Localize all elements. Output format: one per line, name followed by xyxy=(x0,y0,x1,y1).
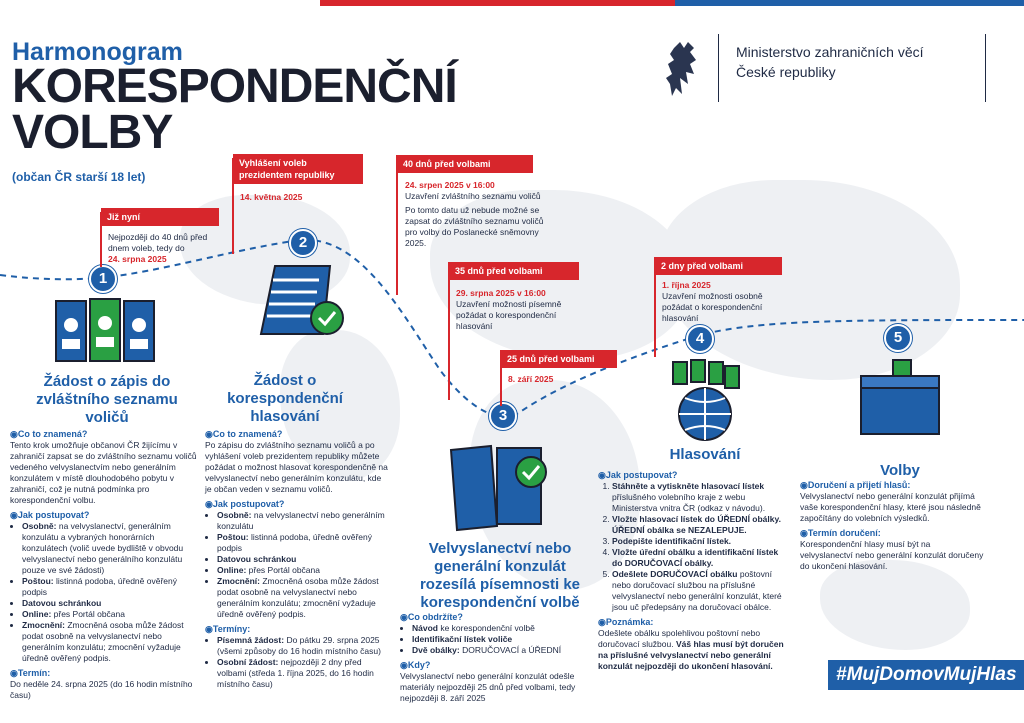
subtitle: (občan ČR starší 18 let) xyxy=(12,170,146,184)
event-date: 14. května 2025 xyxy=(240,192,303,202)
section-2-body xyxy=(205,425,390,690)
ballot-box-icon xyxy=(855,358,945,438)
flag-stripes xyxy=(0,0,1024,6)
step-4-marker: 4 xyxy=(686,325,714,353)
question-label: ◉ Co to znamená? xyxy=(10,429,200,440)
event-date: 24. srpen 2025 v 16:00 xyxy=(405,180,495,190)
event-text xyxy=(508,374,608,385)
list-item: 3. Podepište identifikační lístek. xyxy=(612,536,788,547)
question-label: ◉ Termín doručení: xyxy=(800,528,985,539)
note-text: Odešlete obálku spolehlivou poštovní nebo doručovací službou. Váš hlas musí být doručen na příslušné velvyslanectví nebo generální konzulát nejpozději do ukončení hlasování. xyxy=(598,628,784,671)
question-label: ◉ Jak postupovat? xyxy=(10,510,200,521)
event-line xyxy=(396,155,398,295)
section-3-body xyxy=(400,608,590,704)
answer-text: Tento krok umožňuje občanovi ČR žijícímu v zahraničí zapsat se do zvláštního seznamu voličů vedeného velvyslanectvím nebo generálním konzulátem v místě dlouhodobého pobytu v zahraničí, což je nutná podmínka pro korespondenční volbu. xyxy=(10,440,197,505)
globe-ballots-icon xyxy=(665,358,745,443)
divider xyxy=(985,34,986,102)
question-label: ◉ Kdy? xyxy=(400,660,590,671)
list-item: 5. Odešlete DORUČOVACÍ obálku poštovní nebo doručovací službou na příslušné velvyslanectví nebo generální konzulát, které jsou uč předepsány na doručovací obálce. xyxy=(612,569,788,613)
section-2-title: Žádost o korespondenční hlasování xyxy=(227,372,343,425)
ministry-line-1: Ministerstvo zahraničních věcí xyxy=(736,44,924,60)
voting-steps xyxy=(598,481,788,613)
list-item: • Zmocnění: Zmocněná osoba může žádost podat osobně na velvyslanectví nebo generálním konzulátu; zmocnění vyžaduje úředně ověřený podpis. xyxy=(22,620,200,664)
list-item: • Poštou: listinná podoba, úředně ověřený podpis xyxy=(22,576,200,598)
list-item: • Datovou schránkou xyxy=(217,554,390,565)
documents-check-icon xyxy=(445,440,555,535)
event-date: 29. srpna 2025 v 16:00 xyxy=(456,288,546,298)
question-label: ◉ Co obdržíte? xyxy=(400,612,590,623)
section-5-body xyxy=(800,476,985,572)
event-desc: Uzavření možnosti písemně požádat o korespondenční hlasování xyxy=(456,299,562,331)
list-item: 4. Vložte úřední obálku a identifikační lístek do DORUČOVACÍ obálky. xyxy=(612,547,788,569)
ministry-line-2: České republiky xyxy=(736,64,836,80)
event-desc: Uzavření možnosti osobně požádat o korespondenční hlasování xyxy=(662,291,763,323)
answer-text: Po zápisu do zvláštního seznamu voličů a po vyhlášení voleb prezidentem republiky můžete požádat o možnost hlasovat korespondenčně na velvyslanectví nebo generálním konzulátu, kde je občan veden v seznamu voličů. xyxy=(205,440,388,494)
answer-text: Velvyslanectví nebo generální konzulát odešle materiály nejpozději 25 dnů před volbami, tedy nejpozději 8. září 2025 xyxy=(400,671,576,703)
question-label: ◉ Doručení a přijetí hlasů: xyxy=(800,480,985,491)
title-small: Harmonogram xyxy=(12,38,183,66)
event-label: 35 dnů před volbami xyxy=(449,262,579,280)
question-label: ◉ Jak postupovat? xyxy=(205,499,390,510)
list-item: 2. Vložte hlasovací lístek do ÚŘEDNÍ obálky. ÚŘEDNÍ obálka se NEZALEPUJE. xyxy=(612,514,788,536)
list-item: • Osobně: na velvyslanectví nebo generálním konzulátu xyxy=(217,510,390,532)
event-text xyxy=(405,180,555,249)
event-line xyxy=(448,262,450,400)
event-date: 8. září 2025 xyxy=(508,374,554,384)
event-label: 2 dny před volbami xyxy=(655,257,782,275)
page-title xyxy=(12,60,457,159)
title-line-1: KORESPONDENČNÍ xyxy=(12,60,457,113)
question-label: ◉ Poznámka: xyxy=(598,617,788,628)
event-text xyxy=(662,280,782,324)
event-desc: Uzavření zvláštního seznamu voličů xyxy=(405,191,541,201)
step-3-marker: 3 xyxy=(489,402,517,430)
answer-text: Do neděle 24. srpna 2025 (do 16 hodin místního času) xyxy=(10,679,193,700)
list-item: • Datovou schránkou xyxy=(22,598,200,609)
document-check-icon xyxy=(255,260,355,345)
ministry-name xyxy=(736,42,924,82)
section-4-body xyxy=(598,466,788,672)
list-item: • Dvě obálky: DORUČOVACÍ a ÚŘEDNÍ xyxy=(412,645,590,656)
list-item: • Zmocnění: Zmocněná osoba může žádost podat osobně na velvyslanectví nebo generálním konzulátu; zmocnění vyžaduje úředně ověřený podpis. xyxy=(217,576,390,620)
list-item: • Online: přes Portál občana xyxy=(217,565,390,576)
answer-text: Korespondenční hlasy musí být na velvyslanectví nebo generální konzulát doručeny do ukončení hlasování. xyxy=(800,539,984,571)
question-label: ◉ Co to znamená? xyxy=(205,429,390,440)
list-item: • Osobní žádost: nejpozději 2 dny před volbami (středa 1. října 2025, do 16 hodin místního času) xyxy=(217,657,390,690)
id-cards-icon xyxy=(50,295,160,365)
step-1-marker: 1 xyxy=(89,265,117,293)
question-label: ◉ Jak postupovat? xyxy=(598,470,788,481)
section-4-title: Hlasování xyxy=(669,446,741,463)
step-2-marker: 2 xyxy=(289,229,317,257)
section-1-body xyxy=(10,425,200,701)
event-desc-2: Po tomto datu už nebude možné se zapsat do zvláštního seznamu voličů pro volby do Poslanecké sněmovny 2025. xyxy=(405,205,544,248)
section-1-title: Žádost o zápis do zvláštního seznamu voličů xyxy=(36,373,178,426)
list-item: • Online: přes Portál občana xyxy=(22,609,200,620)
event-text xyxy=(108,232,223,265)
list-item: • Návod ke korespondenční volbě xyxy=(412,623,590,634)
contents-list xyxy=(400,623,590,656)
list-item: • Písemná žádost: Do pátku 29. srpna 2025 (všemi způsoby do 16 hodin místního času) xyxy=(217,635,390,657)
event-label: 40 dnů před volbami xyxy=(397,155,533,173)
step-5-marker: 5 xyxy=(884,324,912,352)
section-3-title: Velvyslanectví nebo generální konzulát rozesílá písemnosti ke korespondenční volbě xyxy=(419,540,581,611)
question-label: ◉ Termín: xyxy=(10,668,200,679)
list-item: • Poštou: listinná podoba, úředně ověřený podpis xyxy=(217,532,390,554)
list-item: 1. Stáhněte a vytiskněte hlasovací lístek příslušného volebního kraje z webu Ministerstva vnitra ČR (odkaz v návodu). xyxy=(612,481,788,514)
lion-emblem-icon xyxy=(660,38,712,100)
list-item: • Identifikační lístek voliče xyxy=(412,634,590,645)
event-label: 25 dnů před volbami xyxy=(501,350,617,368)
event-text xyxy=(240,192,350,203)
section-5-title: Volby xyxy=(880,462,920,479)
terms-list xyxy=(205,635,390,690)
event-label: Vyhlášení voleb prezidentem republiky xyxy=(233,154,363,184)
title-line-2: VOLBY xyxy=(12,106,173,159)
answer-text: Velvyslanectví nebo generální konzulát přijímá vaše korespondenční hlasy, které jsou následně započítány do volebních výsledků. xyxy=(800,491,981,523)
event-date: 24. srpna 2025 xyxy=(108,254,167,264)
event-text xyxy=(456,288,566,332)
method-list xyxy=(205,510,390,620)
method-list xyxy=(10,521,200,664)
event-date: 1. října 2025 xyxy=(662,280,711,290)
event-desc: Nejpozději do 40 dnů před dnem voleb, tedy do xyxy=(108,232,208,253)
question-label: ◉ Termíny: xyxy=(205,624,390,635)
event-label: Již nyní xyxy=(101,208,219,226)
map-shape xyxy=(820,560,970,650)
divider xyxy=(718,34,719,102)
list-item: • Osobně: na velvyslanectví, generálním konzulátu a vybraných honorárních konzulátech (volič uvede bydliště v obvodu velvyslanectví nebo generálního konzulátu pouze ve své žádosti) xyxy=(22,521,200,576)
hashtag-banner: #MujDomovMujHlas xyxy=(828,660,1024,690)
